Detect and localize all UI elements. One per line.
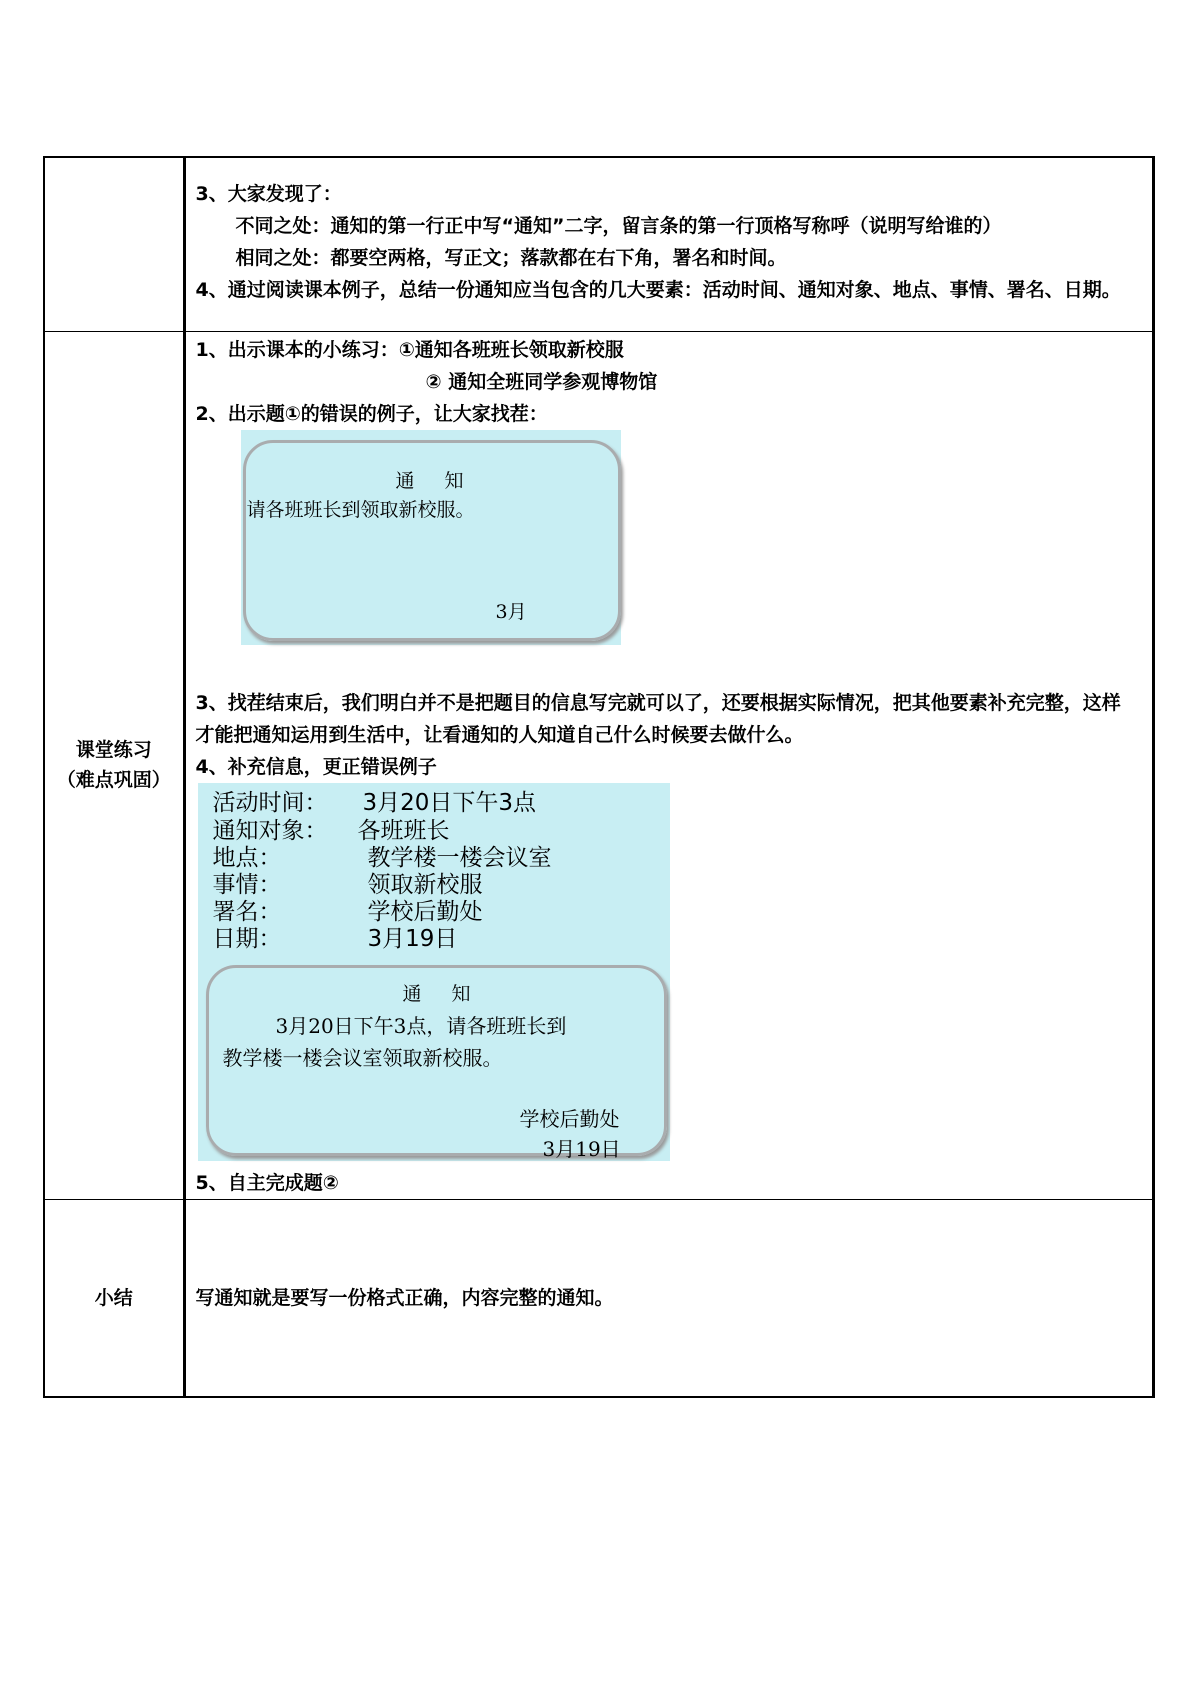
info-value: 领取新校服: [367, 871, 483, 898]
practice-label-main: 课堂练习: [75, 739, 152, 761]
info-value: 3月20日下午3点: [362, 789, 537, 816]
corrected-info-panel: [198, 783, 670, 1161]
wrong-notice-body: 请各班班长到领取新校服。: [246, 498, 475, 521]
info-key: 通知对象：: [212, 817, 328, 844]
info-value: 3月19日: [367, 925, 458, 952]
practice-item-1: 1、出示课本的小练习：①通知各班班长领取新校服: [195, 338, 624, 361]
info-key: 日期：: [212, 925, 282, 952]
practice-item-1b: ② 通知全班同学参观博物馆: [425, 370, 658, 393]
discovery-similarity: 相同之处：都要空两格，写正文；落款都在右下角，署名和时间。: [235, 247, 787, 269]
practice-label-sub: （难点巩固）: [56, 769, 171, 791]
info-key: 事情：: [212, 871, 282, 898]
row-practice: [44, 331, 1153, 1199]
practice-item-3: 3、找茬结束后，我们明白并不是把题目的信息写完就可以了，还要根据实际情况，把其他要素补充完整，这样才能把通知运用到生活中，让看通知的人知道自己什么时候要去做什么。: [195, 691, 1121, 746]
summary-content: [184, 1199, 1153, 1397]
row-discovery: [44, 157, 1153, 331]
summary-label: 小结: [44, 1199, 184, 1397]
wrong-notice-date: 3月: [495, 600, 527, 623]
discovery-elements: 4、通过阅读课本例子，总结一份通知应当包含的几大要素：活动时间、通知对象、地点、事情、署名、日期。: [195, 279, 1121, 301]
row-label-empty: [44, 157, 184, 331]
row-summary: [44, 1199, 1153, 1397]
discovery-difference: 不同之处：通知的第一行正中写“通知”二字，留言条的第一行顶格写称呼（说明写给谁的）: [235, 215, 1002, 237]
correct-notice-signature: 学校后勤处: [519, 1106, 620, 1131]
lesson-plan-table: [43, 156, 1155, 1398]
info-key: 署名：: [212, 898, 282, 925]
practice-content: [184, 331, 1153, 1199]
info-value: 教学楼一楼会议室: [367, 844, 552, 871]
correct-notice-date: 3月19日: [542, 1136, 621, 1161]
practice-item-4: 4、补充信息，更正错误例子: [195, 755, 437, 778]
info-key: 活动时间：: [212, 789, 328, 816]
practice-item-5: 5、自主完成题②: [195, 1171, 339, 1194]
correct-notice-body-line-1: 3月20日下午3点，请各班班长到: [275, 1013, 567, 1038]
correct-notice-body-line-2: 教学楼一楼会议室领取新校服。: [222, 1045, 503, 1070]
wrong-notice-title: 通 知: [395, 469, 476, 492]
info-value: 各班班长: [357, 817, 450, 844]
discovery-line-1: 3、大家发现了：: [195, 183, 342, 205]
wrong-notice-example: [241, 430, 621, 645]
practice-label: [44, 331, 184, 1199]
correct-notice-title: 通 知: [402, 982, 483, 1005]
summary-text: 写通知就是要写一份格式正确，内容完整的通知。: [195, 1286, 614, 1309]
discovery-content: [184, 157, 1153, 331]
info-key: 地点：: [212, 844, 282, 871]
practice-item-2: 2、出示题①的错误的例子，让大家找茬：: [195, 402, 548, 425]
info-value: 学校后勤处: [367, 898, 483, 925]
